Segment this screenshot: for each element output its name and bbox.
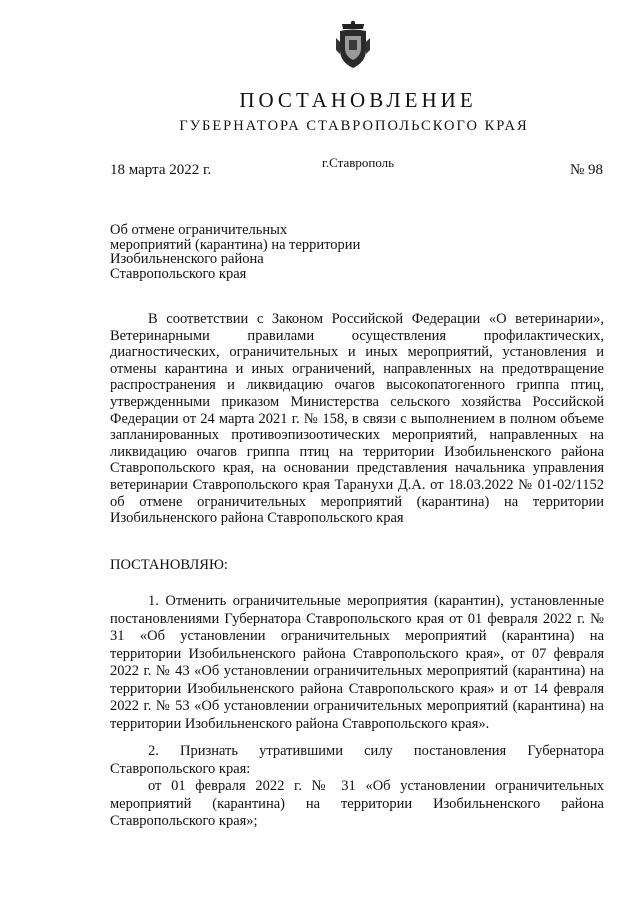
preamble-paragraph: В соответствии с Законом Российской Федерации «О ветеринарии», Ветеринарными правилами осуществления профилактических, диагностических, ограничительных и иных мероприятий, установления и отмены карантина и иных ограничений, направленных на предотвращение распространения и ликвидацию очагов высокопатогенного гриппа птиц, утвержденными приказом Министерства сельского хозяйства Российской Федерации от 24 марта 2021 г. № 158, в связи с выполнением в полном объеме запланированных противоэпизоотических мероприятий, направленных на ликвидацию очагов гриппа птиц на территории Изобильненского района Ставропольского края, на основании представления начальника управления ветеринарии Ставропольского края Таранухи Д.А. от 18.03.2022 № 01-02/1152 об отмене ограничительных мероприятий (карантина) на территории Изобильненского района Ставропольского края (110, 311, 604, 527)
document-preamble (110, 311, 604, 527)
decree-item-2-intro: 2. Признать утратившими силу постановления Губернатора Ставропольского края: (110, 743, 604, 777)
decree-item-2-sub1: от 01 февраля 2022 г. № 31 «Об установлении ограничительных мероприятий (карантина) на территории Изобильненского района Ставропольского края»; (110, 778, 604, 829)
document-number: № 98 (569, 162, 603, 178)
document-issuer: ГУБЕРНАТОРА СТАВРОПОЛЬСКОГО КРАЯ (179, 118, 529, 134)
decree-item-1: 1. Отменить ограничительные мероприятия (карантин), установленные постановлениями Губернатора Ставропольского края от 01 февраля 2022 г. № 31 «Об установлении ограничительных мероприятий (карантина) на территории Изобильненского района Ставропольского края», от 07 февраля 2022 г. № 43 «Об установлении ограничительных мероприятий (карантина) на территории Изобильненского района Ставропольского края» и от 14 февраля 2022 г. № 53 «Об установлении ограничительных мероприятий (карантина) на территории Изобильненского района Ставропольского края». (110, 593, 604, 732)
document-date: 18 марта 2022 г. (110, 162, 212, 178)
document-subject-heading: Об отмене ограничительных мероприятий (карантина) на территории Изобильненского района Ставропольского края (110, 222, 361, 282)
document-title: ПОСТАНОВЛЕНИЕ (239, 88, 477, 112)
coat-of-arms-icon (336, 20, 370, 72)
decree-word: ПОСТАНОВЛЯЮ: (110, 557, 228, 573)
decree-item-2 (110, 743, 604, 831)
document-city: г.Ставрополь (322, 155, 395, 170)
